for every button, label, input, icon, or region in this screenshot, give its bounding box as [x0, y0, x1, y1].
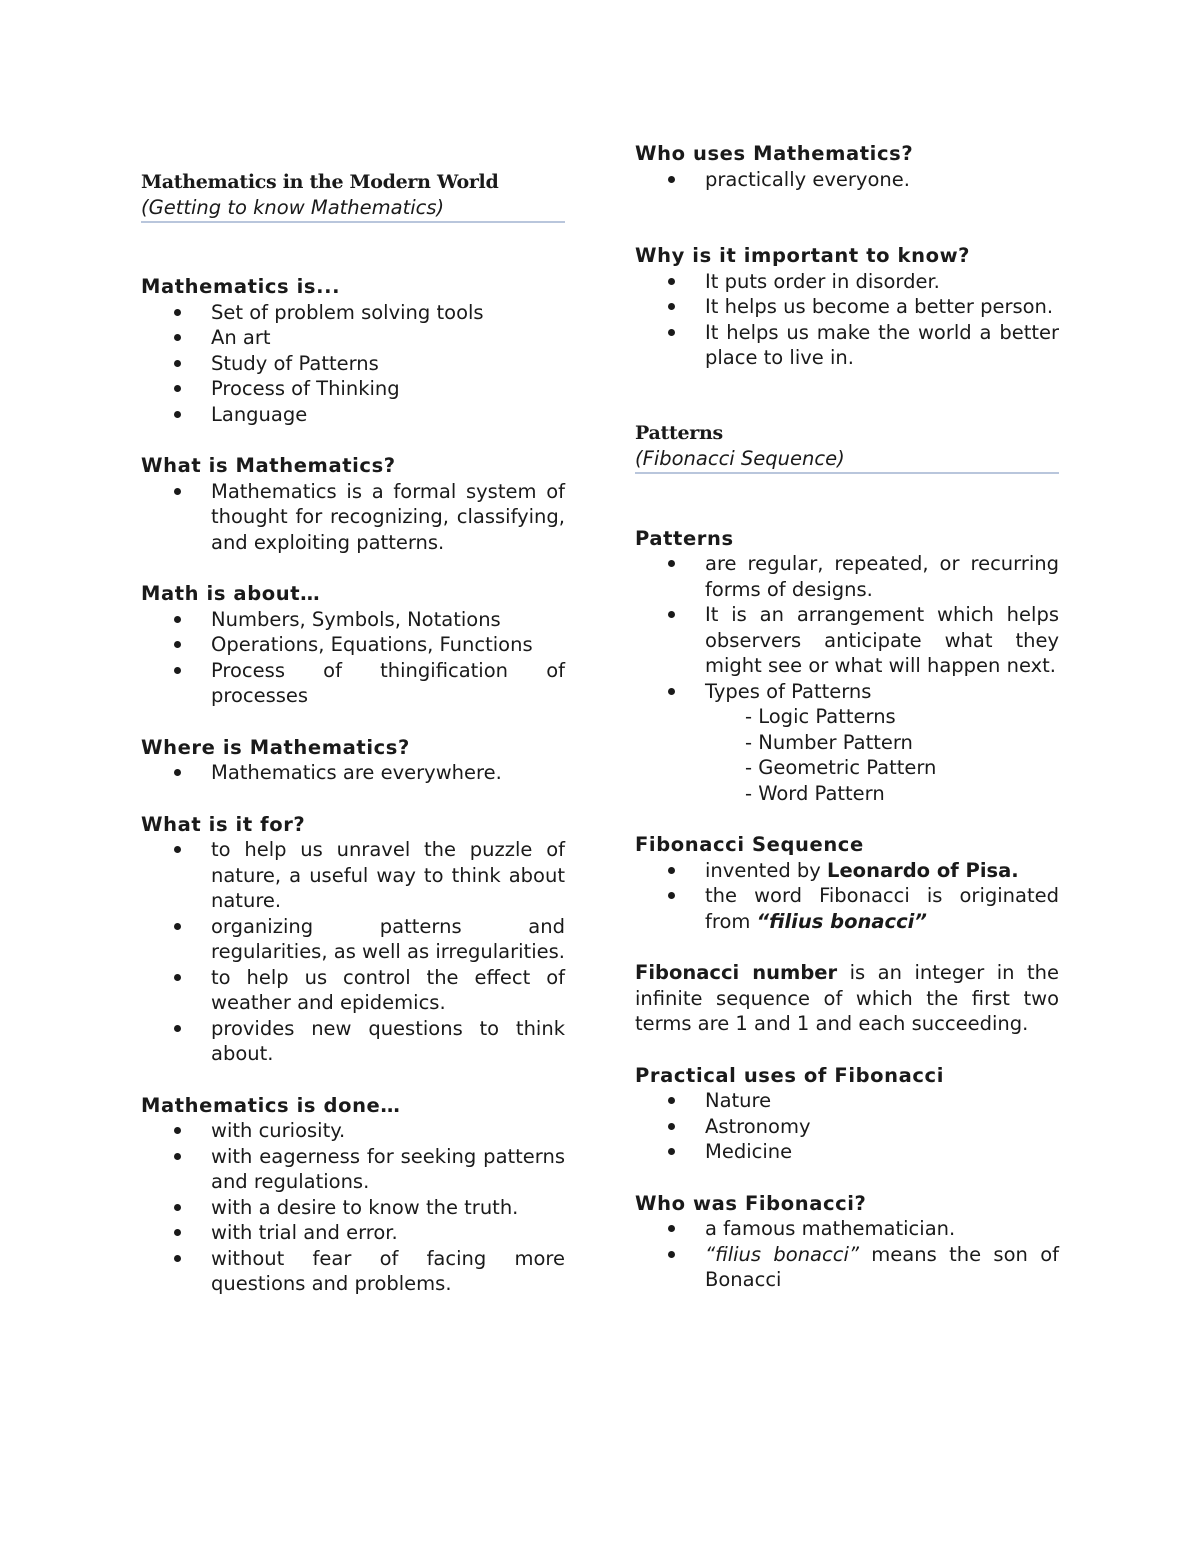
- list-item: are regular, repeated, or recurring forms of designs.: [635, 551, 1059, 602]
- sub-list-item: - Geometric Pattern: [745, 756, 937, 779]
- list-item: with eagerness for seeking patterns and regulations.: [141, 1144, 565, 1195]
- bullet-icon: [668, 867, 675, 874]
- bullet-icon: [174, 1153, 181, 1160]
- list-item: Types of Patterns: [635, 679, 1059, 705]
- bullet-list: [635, 269, 1059, 371]
- list-item: It helps us make the world a better place to live in.: [635, 320, 1059, 371]
- section-heading: Patterns: [635, 526, 734, 550]
- bullet-icon: [174, 334, 181, 341]
- section-heading: Who uses Mathematics?: [635, 142, 914, 165]
- list-item: Nature: [635, 1088, 1059, 1114]
- section-subtitle: (Fibonacci Sequence): [635, 446, 845, 470]
- bullet-icon: [668, 1097, 675, 1104]
- list-item: provides new questions to think about.: [141, 1016, 565, 1067]
- bullet-list: [635, 1216, 1059, 1293]
- bullet-icon: [174, 846, 181, 853]
- bullet-icon: [174, 1255, 181, 1262]
- section-heading: Practical uses of Fibonacci: [635, 1063, 945, 1087]
- bullet-list: [635, 167, 1059, 193]
- list-item: It helps us become a better person.: [635, 294, 1059, 320]
- bullet-icon: [174, 769, 181, 776]
- bullet-icon: [668, 1148, 675, 1155]
- section-title: Patterns: [635, 421, 723, 444]
- list-item: It puts order in disorder.: [635, 269, 1059, 295]
- list-item: with trial and error.: [141, 1220, 565, 1246]
- bullet-icon: [174, 641, 181, 648]
- list-item: to help us control the effect of weather and epidemics.: [141, 965, 565, 1016]
- document-title: Mathematics in the Modern World: [141, 171, 499, 193]
- bullet-list: [141, 760, 565, 786]
- bullet-list: [141, 1118, 565, 1297]
- list-item: with a desire to know the truth.: [141, 1195, 565, 1221]
- bullet-list: [141, 479, 565, 556]
- bullet-icon: [668, 1251, 675, 1258]
- list-item: with curiosity.: [141, 1118, 565, 1144]
- bullet-icon: [174, 488, 181, 495]
- sub-list-item: - Number Pattern: [745, 730, 913, 754]
- section-heading: What is it for?: [141, 812, 306, 836]
- bullet-list: [635, 858, 1059, 935]
- bullet-icon: [668, 560, 675, 567]
- bullet-list: [635, 551, 1059, 704]
- list-item: It is an arrangement which helps observers anticipate what they might see or what will happen next.: [635, 602, 1059, 679]
- defined-term: Fibonacci number: [635, 961, 838, 984]
- list-item: Process of Thinking: [141, 376, 565, 402]
- sub-list-item: - Logic Patterns: [745, 705, 896, 728]
- bullet-icon: [174, 1204, 181, 1211]
- section-heading: Where is Mathematics?: [141, 735, 410, 759]
- bullet-icon: [668, 1123, 675, 1130]
- list-item: a famous mathematician.: [635, 1216, 1059, 1242]
- bullet-icon: [174, 1229, 181, 1236]
- bullet-icon: [174, 667, 181, 674]
- list-item: invented by Leonardo of Pisa.: [635, 858, 1059, 884]
- document-subtitle: (Getting to know Mathematics): [141, 196, 445, 219]
- bullet-icon: [174, 360, 181, 367]
- list-item: Operations, Equations, Functions: [141, 632, 565, 658]
- list-item: An art: [141, 325, 565, 351]
- bullet-icon: [174, 309, 181, 316]
- list-item: the word Fibonacci is originated from “filius bonacci”: [635, 883, 1059, 934]
- section-heading: Who was Fibonacci?: [635, 1191, 867, 1215]
- bullet-icon: [174, 616, 181, 623]
- bullet-list: [141, 837, 565, 1067]
- bullet-icon: [668, 303, 675, 310]
- list-item: to help us unravel the puzzle of nature, a useful way to think about nature.: [141, 837, 565, 914]
- section-heading: Math is about…: [141, 582, 321, 605]
- bullet-icon: [174, 1025, 181, 1032]
- list-item: Set of problem solving tools: [141, 300, 565, 326]
- bullet-icon: [668, 688, 675, 695]
- section-heading: Why is it important to know?: [635, 244, 971, 267]
- list-item: Astronomy: [635, 1114, 1059, 1140]
- definition-paragraph: Fibonacci number is an integer in the infinite sequence of which the first two terms are 1 and 1 and each succeeding.: [635, 961, 1059, 1035]
- list-item: without fear of facing more questions and problems.: [141, 1246, 565, 1297]
- bullet-icon: [174, 974, 181, 981]
- section-heading: Mathematics is done…: [141, 1093, 401, 1117]
- left-column: [141, 0, 565, 1297]
- bullet-icon: [174, 1127, 181, 1134]
- list-item: Mathematics are everywhere.: [141, 760, 565, 786]
- right-column: [635, 0, 1059, 1293]
- bullet-list: [141, 300, 565, 428]
- bullet-icon: [668, 611, 675, 618]
- list-item: “filius bonacci” means the son of Bonacci: [635, 1242, 1059, 1293]
- section-heading: What is Mathematics?: [141, 454, 396, 477]
- list-item: Mathematics is a formal system of thought for recognizing, classifying, and exploiting patterns.: [141, 479, 565, 556]
- section-heading: Fibonacci Sequence: [635, 833, 864, 856]
- list-item: Numbers, Symbols, Notations: [141, 607, 565, 633]
- bullet-icon: [174, 411, 181, 418]
- bullet-list: [635, 1088, 1059, 1165]
- list-item: practically everyone.: [635, 167, 1059, 193]
- list-item: Process of thingification of processes: [141, 658, 565, 709]
- bullet-icon: [668, 892, 675, 899]
- bullet-icon: [668, 176, 675, 183]
- section-heading: Mathematics is...: [141, 275, 341, 298]
- bullet-icon: [174, 923, 181, 930]
- bullet-icon: [668, 278, 675, 285]
- list-item: Language: [141, 402, 565, 428]
- list-item: organizing patterns and regularities, as well as irregularities.: [141, 914, 565, 965]
- bullet-icon: [668, 329, 675, 336]
- list-item: Study of Patterns: [141, 351, 565, 377]
- bullet-list: [141, 607, 565, 709]
- bullet-icon: [174, 385, 181, 392]
- list-item: Medicine: [635, 1139, 1059, 1165]
- sub-list-item: - Word Pattern: [745, 781, 885, 805]
- bullet-icon: [668, 1225, 675, 1232]
